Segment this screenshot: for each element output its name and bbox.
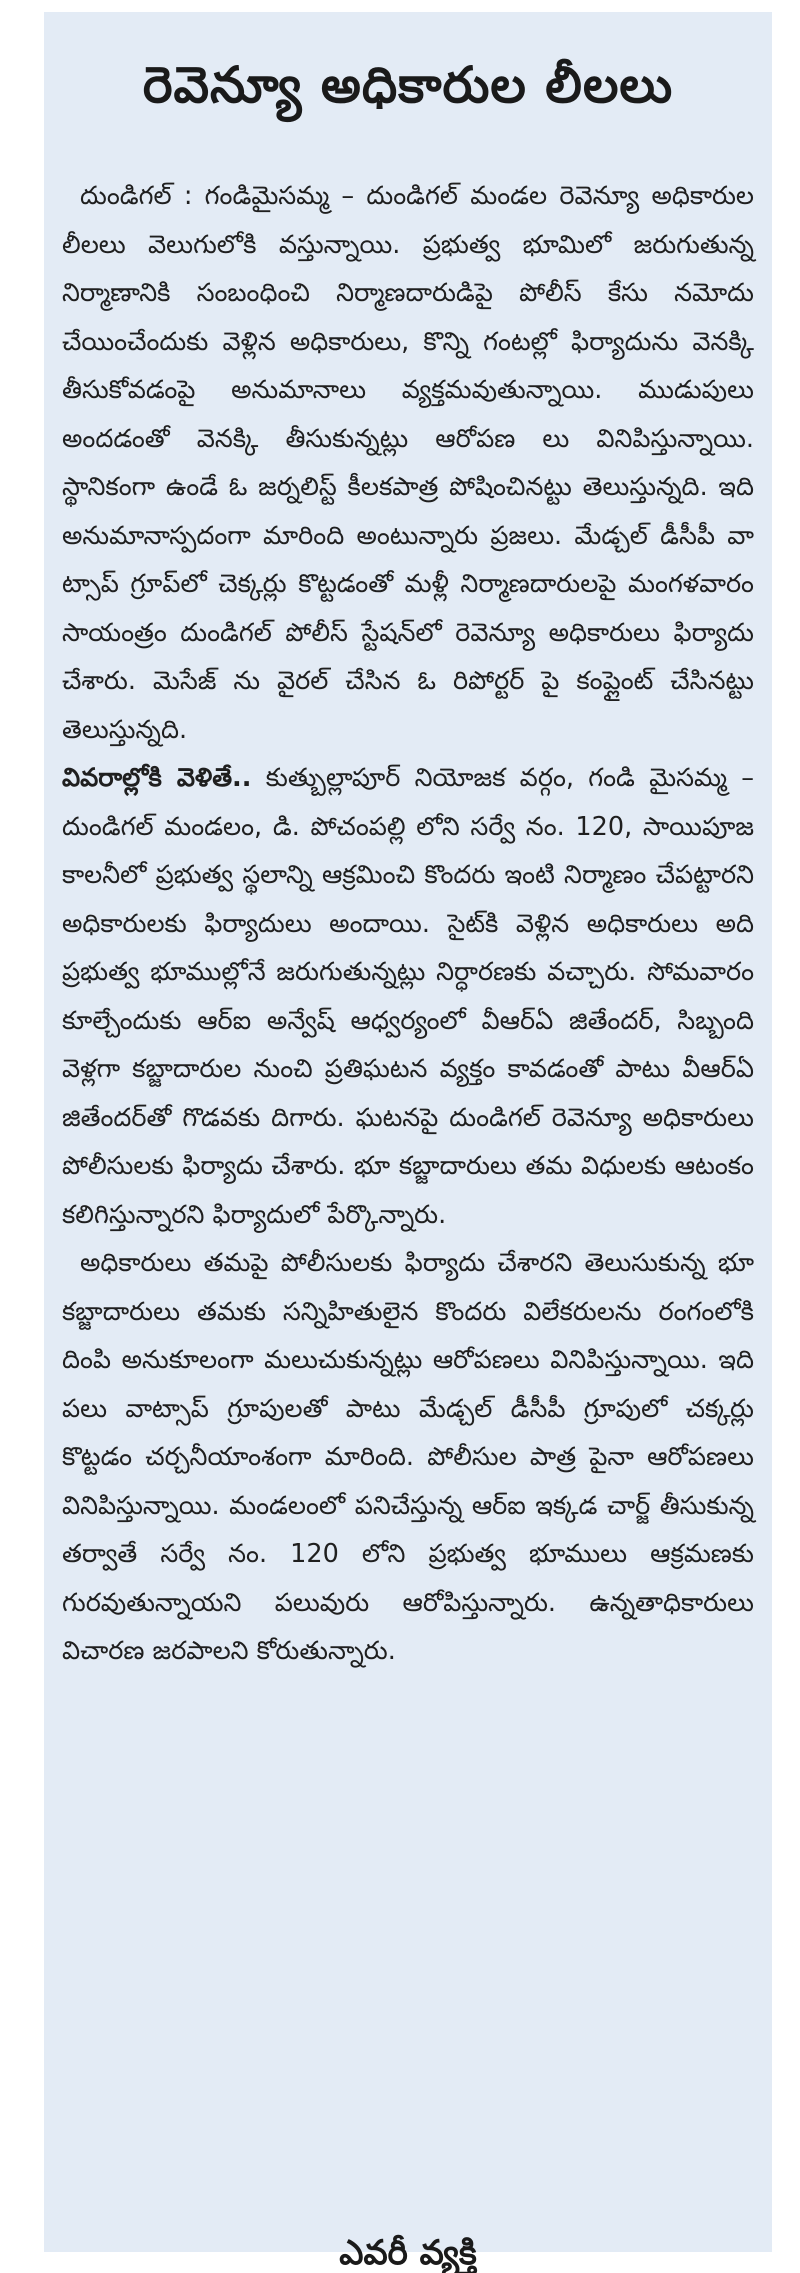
- article-paragraph-details: [62, 754, 754, 1239]
- newspaper-clipping: [44, 12, 772, 2273]
- details-text: కుత్బుల్లాపూర్ నియోజక వర్గం, గండి మైసమ్మ – దుండిగల్ మండలం, డి. పోచంపల్లి లోని సర్వే నం. 120, సాయిపూజ కాలనీలో ప్రభుత్వ స్థలాన్ని ఆక్రమించి కొందరు ఇంటి నిర్మాణం చేపట్టారని అధికారులకు ఫిర్యాదులు అందాయి. సైట్‌కి వెళ్లిన అధికారులు అది ప్రభుత్వ భూముల్లోనే జరుగుతున్నట్లు నిర్ధారణకు వచ్చారు. సోమవారం కూల్చేందుకు ఆర్ఐ అన్వేష్ ఆధ్వర్యంలో వీఆర్ఏ జితేందర్, సిబ్బంది వెళ్లగా కబ్జాదారుల నుంచి ప్రతిఘటన వ్యక్తం కావడంతో పాటు వీఆర్ఏ జితేందర్‌తో గొడవకు దిగారు. ఘటనపై దుండిగల్ రెవెన్యూ అధికారులు పోలీసులకు ఫిర్యాదు చేశారు. భూ కబ్జాదారులు తమ విధులకు ఆటంకం కలిగిస్తున్నారని ఫిర్యాదులో పేర్కొన్నారు.: [62, 763, 754, 1230]
- article-paragraph-intro: దుండిగల్ : గండిమైసమ్మ – దుండిగల్ మండల రెవెన్యూ అధికారుల లీలలు వెలుగులోకి వస్తున్నాయి. ప్రభుత్వ భూమిలో జరుగుతున్న నిర్మాణానికి సంబంధించి నిర్మాణదారుడిపై పోలీస్ కేసు నమోదు చేయించేందుకు వెళ్లిన అధికారులు, కొన్ని గంటల్లో ఫిర్యాదును వెనక్కి తీసుకోవడంపై అనుమానాలు వ్యక్తమవుతున్నాయి. ముడుపులు అందడంతో వెనక్కి తీసుకున్నట్లు ఆరోపణ లు వినిపిస్తున్నాయి. స్థానికంగా ఉండే ఓ జర్నలిస్ట్ కీలకపాత్ర పోషించినట్టు తెలుస్తున్నది. ఇది అనుమానాస్పదంగా మారింది అంటున్నారు ప్రజలు. మేడ్చల్ డీసీపీ వా ట్సాప్ గ్రూప్‌లో చెక్కర్లు కొట్టడంతో మళ్లీ నిర్మాణదారులపై మంగళవారం సాయంత్రం దుండిగల్ పోలీస్ స్టేషన్‌లో రెవెన్యూ అధికారులు ఫిర్యాదు చేశారు. మెసేజ్ ను వైరల్ చేసిన ఓ రిపోర్టర్ పై కంప్లైంట్ చేసినట్టు తెలుస్తున్నది.: [62, 181, 754, 745]
- next-section-heading-fragment: ఎవరీ వ్యక్తి: [339, 2233, 477, 2273]
- article-headline: రెవెన్యూ అధికారుల లీలలు: [142, 56, 674, 114]
- details-lead-in: వివరాల్లోకి వెళితే..: [62, 763, 252, 793]
- article-body: [62, 172, 754, 1676]
- article-paragraph-allegations: అధికారులు తమపై పోలీసులకు ఫిర్యాదు చేశారని తెలుసుకున్న భూ కబ్జాదారులు తమకు సన్నిహితులైన కొందరు విలేకరులను రంగంలోకి దింపి అనుకూలంగా మలుచుకున్నట్లు ఆరోపణలు వినిపిస్తున్నాయి. ఇది పలు వాట్సాప్ గ్రూపులతో పాటు మేడ్చల్ డీసీపీ గ్రూపులో చక్కర్లు కొట్టడం చర్చనీయాంశంగా మారింది. పోలీసుల పాత్ర పైనా ఆరోపణలు వినిపిస్తున్నాయి. మండలంలో పనిచేస్తున్న ఆర్ఐ ఇక్కడ చార్జ్ తీసుకున్న తర్వాతే సర్వే నం. 120 లోని ప్రభుత్వ భూములు ఆక్రమణకు గురవుతున్నాయని పలువురు ఆరోపిస్తున్నారు. ఉన్నతాధికారులు విచారణ జరపాలని కోరుతున్నారు.: [62, 1248, 754, 1666]
